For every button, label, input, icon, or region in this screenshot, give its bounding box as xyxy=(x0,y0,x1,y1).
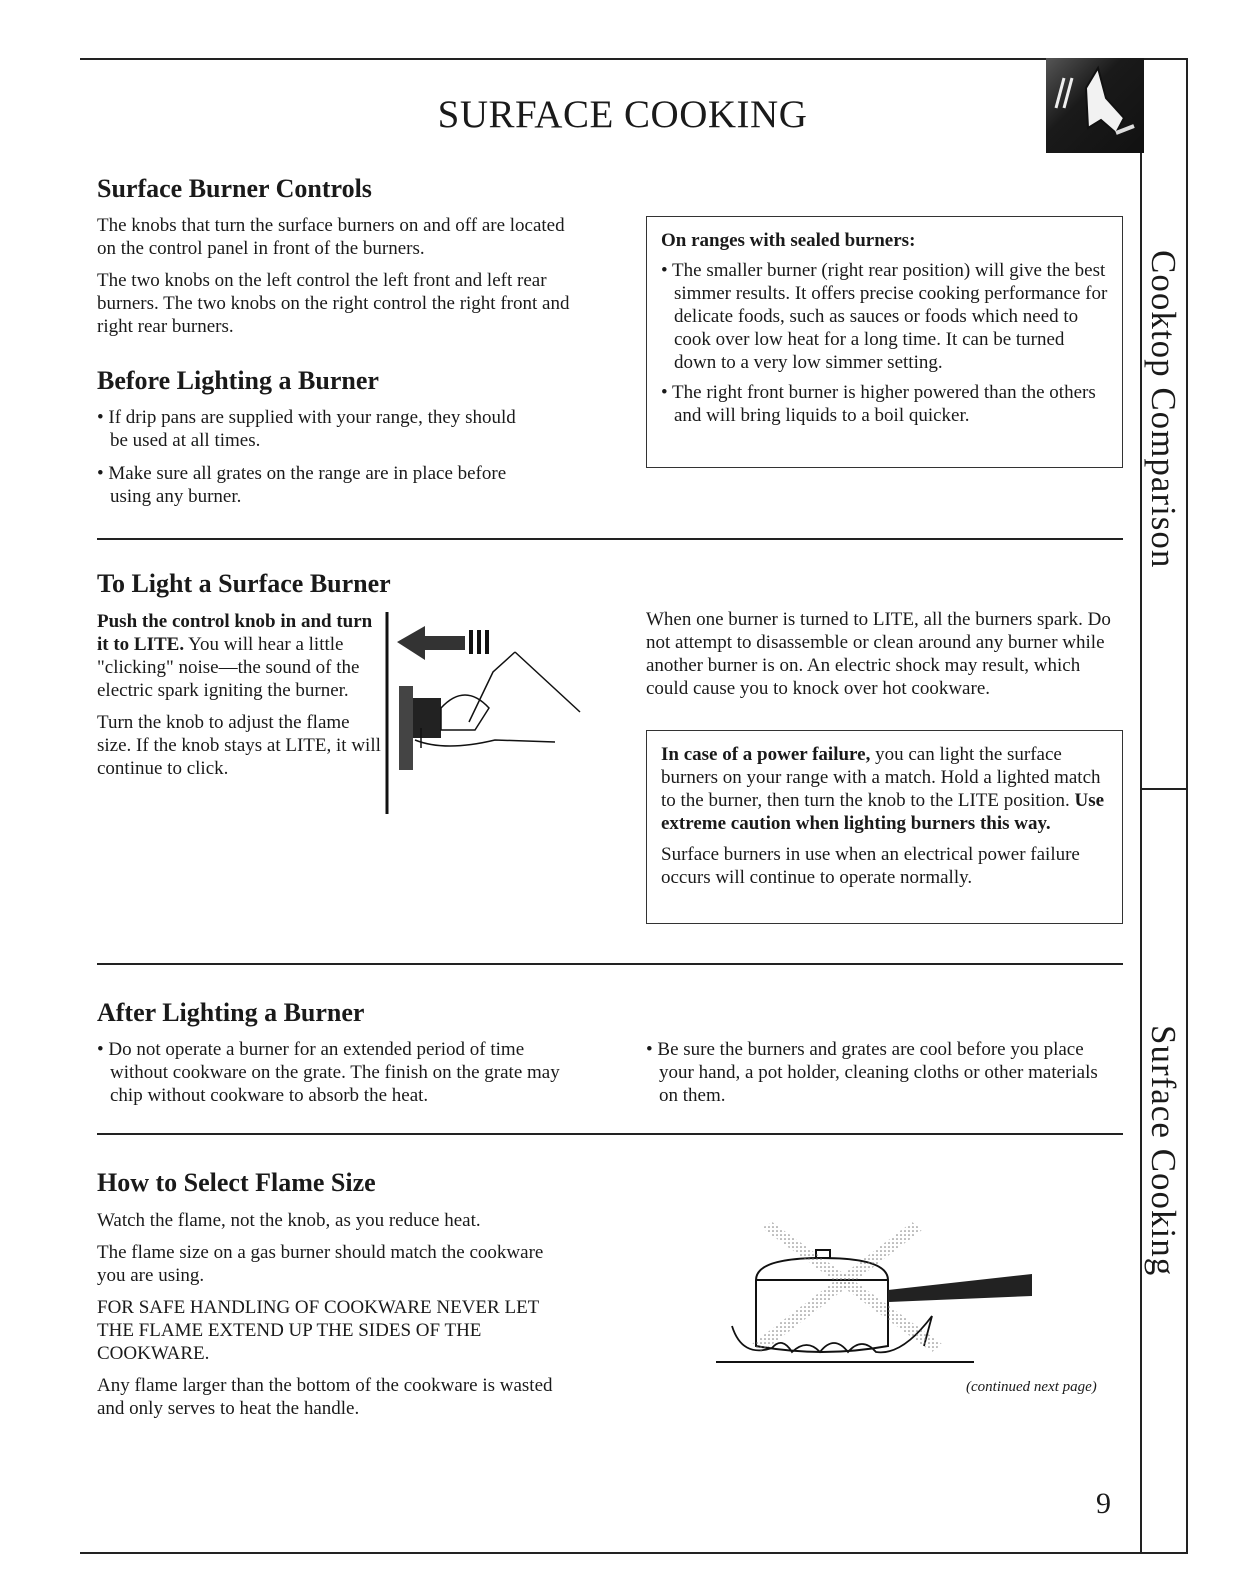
section-divider xyxy=(97,963,1123,965)
page-number: 9 xyxy=(1096,1487,1111,1520)
after-bullet: • Do not operate a burner for an extended period of time without cookware on the grate. The finish on the grate may chip without cookware to absorb the heat. xyxy=(97,1039,560,1106)
flame-paragraph: FOR SAFE HANDLING OF COOKWARE NEVER LET THE FLAME EXTEND UP THE SIDES OF THE COOKWARE. xyxy=(97,1297,539,1364)
after-left-text xyxy=(97,1038,577,1107)
after-bullet: • Be sure the burners and grates are cool before you place your hand, a pot holder, cleaning cloths or other materials on them. xyxy=(646,1039,1098,1106)
box-bullet: • The smaller burner (right rear position) will give the best simmer results. It offers precise cooking performance for delicate foods, such as sauces or foods which need to cook over low heat for a long time. It can be turned down to a very low simmer setting. xyxy=(661,260,1108,373)
controls-paragraph: The knobs that turn the surface burners on and off are located on the control panel in front of the burners. xyxy=(97,215,565,259)
light-heading-text: To Light a Surface Burner xyxy=(97,569,391,598)
after-right-text xyxy=(646,1038,1116,1107)
light-paragraph xyxy=(97,610,383,702)
section-heading-light xyxy=(97,569,391,599)
section-heading-controls: Surface Burner Controls xyxy=(97,174,372,203)
knob-push-illustration xyxy=(385,612,585,817)
before-bullet: • If drip pans are supplied with your range, they should be used at all times. xyxy=(97,407,516,451)
flame-paragraph: Any flame larger than the bottom of the cookware is wasted and only serves to heat the handle. xyxy=(97,1375,553,1419)
pot-flame-illustration xyxy=(712,1218,1042,1368)
side-tab-surface-cooking[interactable]: Surface Cooking xyxy=(1144,1025,1183,1277)
section-divider xyxy=(97,1133,1123,1135)
section-heading-before: Before Lighting a Burner xyxy=(97,366,379,395)
power-caution: Use extreme caution when lighting burners this way. xyxy=(661,790,1105,834)
light-paragraph: Turn the knob to adjust the flame size. If the knob stays at LITE, it will continue to click. xyxy=(97,712,381,779)
power-failure-box xyxy=(646,730,1123,924)
tab-divider xyxy=(1140,788,1188,790)
bottom-rule xyxy=(80,1552,1188,1554)
controls-paragraph: The two knobs on the left control the left front and left rear burners. The two knobs on the right control the right front and right rear burners. xyxy=(97,270,570,337)
sealed-burners-box xyxy=(646,216,1123,468)
side-tab-cooktop-comparison[interactable]: Cooktop Comparison xyxy=(1144,250,1183,569)
section-heading-flame: How to Select Flame Size xyxy=(97,1168,376,1197)
power-paragraph xyxy=(661,743,1108,835)
light-right-text: When one burner is turned to LITE, all the burners spark. Do not attempt to disassemble or clean around any burner while another burner is on. An electric shock may result, which could cause you to knock over hot cookware. xyxy=(646,609,1111,699)
frame-outer-right-line xyxy=(1186,58,1188,1552)
power-text: you can light the surface burners on your range with a match. Hold a lighted match to the burner, then turn the knob to the LITE position. xyxy=(661,744,1101,811)
light-left-text xyxy=(97,610,383,780)
before-text xyxy=(97,406,527,508)
section-divider xyxy=(97,538,1123,540)
section-heading-after: After Lighting a Burner xyxy=(97,998,365,1027)
controls-text xyxy=(97,214,581,338)
power-paragraph: Surface burners in use when an electrical power failure occurs will continue to operate normally. xyxy=(661,844,1080,888)
flame-text xyxy=(97,1209,575,1420)
page-title: SURFACE COOKING xyxy=(437,93,808,136)
continued-note: (continued next page) xyxy=(966,1379,1097,1395)
light-rest: You will hear a little "clicking" noise—the sound of the electric spark igniting the burner. xyxy=(97,634,360,701)
before-bullet: • Make sure all grates on the range are in place before using any burner. xyxy=(97,463,507,507)
top-rule xyxy=(80,58,1188,60)
frame-right-line xyxy=(1140,58,1142,1552)
light-bold-lead: Push the control knob in and turn it to LITE. xyxy=(97,611,373,655)
flame-paragraph: Watch the flame, not the knob, as you reduce heat. xyxy=(97,1210,481,1231)
box-bullet: • The right front burner is higher powered than the others and will bring liquids to a boil quicker. xyxy=(661,382,1096,426)
power-bold-lead: In case of a power failure, xyxy=(661,744,871,765)
flame-paragraph: The flame size on a gas burner should match the cookware you are using. xyxy=(97,1242,544,1286)
box-heading: On ranges with sealed burners: xyxy=(661,230,916,251)
